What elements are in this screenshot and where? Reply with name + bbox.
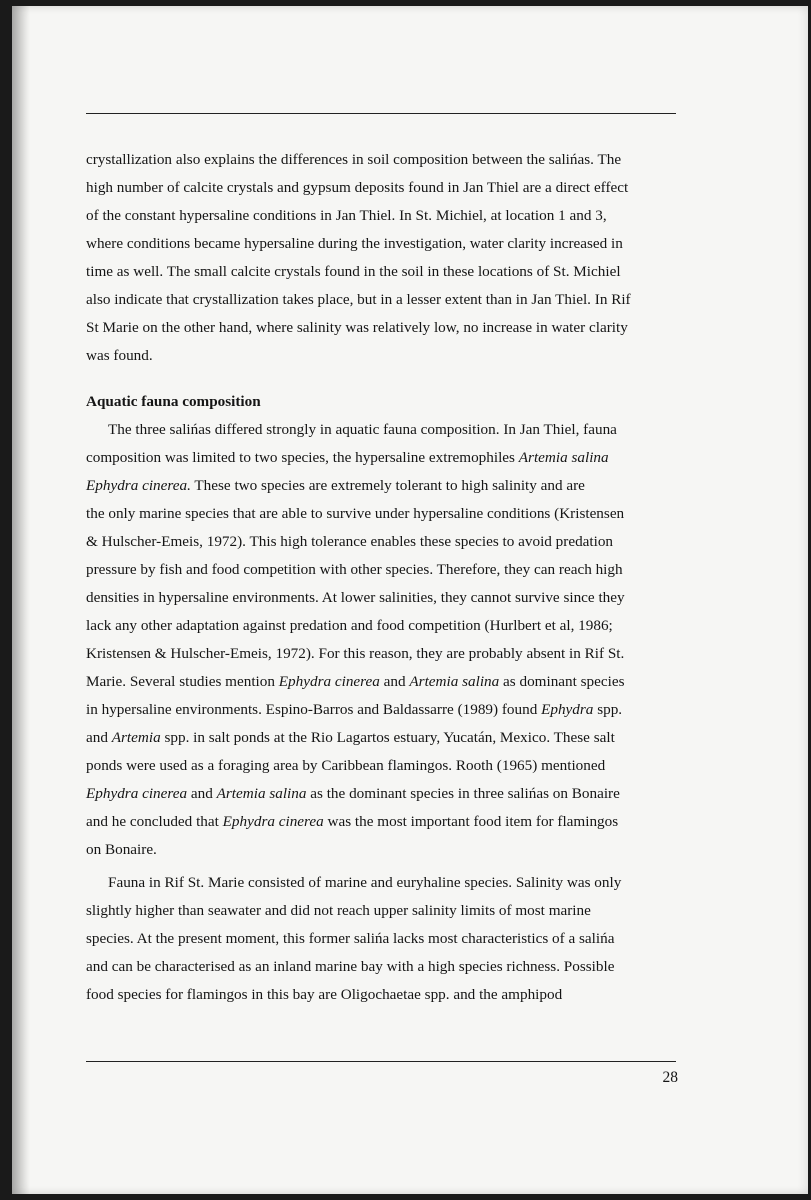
species-name: Ephydra xyxy=(541,701,594,718)
text-line: The three salińas differed strongly in aquatic fauna composition. In Jan Thiel, fauna xyxy=(108,421,617,438)
species-name: Artemia salina xyxy=(518,449,609,466)
text-line: Kristensen & Hulscher-Emeis, 1972). For this reason, they are probably absent in Rif St. xyxy=(86,645,625,662)
text-run: in hypersaline environments. Espino-Barros and Baldassarre (1989) found xyxy=(86,701,542,718)
footer-rule xyxy=(86,1061,676,1062)
species-name: Artemia salina xyxy=(216,785,307,802)
text-line: slightly higher than seawater and did not reach upper salinity limits of most marine xyxy=(86,902,591,919)
text-line xyxy=(86,444,678,472)
text-line: Fauna in Rif St. Marie consisted of marine and euryhaline species. Salinity was only xyxy=(108,874,622,891)
text-line: & Hulscher-Emeis, 1972). This high tolerance enables these species to avoid predation xyxy=(86,533,614,550)
text-line: time as well. The small calcite crystals found in the soil in these locations of St. Michiel xyxy=(86,263,621,280)
text-line: food species for flamingos in this bay are Oligochaetae spp. and the amphipod xyxy=(86,986,563,1003)
text-line: lack any other adaptation against predation and food competition (Hurlbert et al, 1986; xyxy=(86,617,613,634)
page-body xyxy=(86,146,678,1009)
text-line: on Bonaire. xyxy=(86,841,157,858)
text-line: of the constant hypersaline conditions in Jan Thiel. In St. Michiel, at location 1 and 3, xyxy=(86,207,607,224)
text-run: as dominant species xyxy=(499,673,625,690)
text-line xyxy=(86,668,678,696)
text-run: composition was limited to two species, the hypersaline extremophiles xyxy=(86,449,519,466)
binding-shadow xyxy=(12,6,30,1194)
text-run: as the dominant species in three salińas on Bonaire xyxy=(306,785,620,802)
text-line xyxy=(86,696,678,724)
species-name: Ephydra cinerea xyxy=(278,673,380,690)
text-line xyxy=(86,724,678,752)
species-name: Artemia salina xyxy=(409,673,500,690)
text-line: was found. xyxy=(86,347,153,364)
species-name: Artemia xyxy=(111,729,161,746)
text-run: and xyxy=(86,729,112,746)
text-line: and can be characterised as an inland marine bay with a high species richness. Possible xyxy=(86,958,615,975)
text-line: high number of calcite crystals and gypsum deposits found in Jan Thiel are a direct effect xyxy=(86,179,629,196)
text-run: and xyxy=(379,673,410,690)
text-run: Marie. Several studies mention xyxy=(86,673,279,690)
text-line xyxy=(86,472,678,500)
section-heading: Aquatic fauna composition xyxy=(86,393,261,410)
text-run: was the most important food item for flamingos xyxy=(323,813,619,830)
text-run: spp. in salt ponds at the Rio Lagartos estuary, Yucatán, Mexico. These salt xyxy=(160,729,615,746)
text-line: pressure by fish and food competition with other species. Therefore, they can reach high xyxy=(86,561,623,578)
header-rule xyxy=(86,113,676,114)
paragraph-crystallization xyxy=(86,146,678,370)
text-line: ponds were used as a foraging area by Caribbean flamingos. Rooth (1965) mentioned xyxy=(86,757,606,774)
paragraph-fauna-composition xyxy=(86,416,678,864)
paragraph-rif-st-marie xyxy=(86,869,678,1009)
text-run: and xyxy=(187,785,217,802)
text-line xyxy=(86,808,678,836)
text-run: and he concluded that xyxy=(86,813,223,830)
text-line: densities in hypersaline environments. At lower salinities, they cannot survive since they xyxy=(86,589,625,606)
text-run: spp. xyxy=(593,701,623,718)
text-line: St Marie on the other hand, where salinity was relatively low, no increase in water clarity xyxy=(86,319,628,336)
species-name: Ephydra cinerea. xyxy=(86,477,191,494)
page-number: 28 xyxy=(662,1069,678,1086)
text-line: crystallization also explains the differences in soil composition between the salińas. The xyxy=(86,151,622,168)
text-line: also indicate that crystallization takes place, but in a lesser extent than in Jan Thiel. In Rif xyxy=(86,291,631,308)
text-line: the only marine species that are able to survive under hypersaline conditions (Kristensen xyxy=(86,505,625,522)
text-run: These two species are extremely tolerant to high salinity and are xyxy=(190,477,585,494)
species-name: Ephydra cinerea xyxy=(86,785,188,802)
species-name: Ephydra cinerea xyxy=(222,813,324,830)
text-line: species. At the present moment, this former salińa lacks most characteristics of a salińa xyxy=(86,930,615,947)
text-line: where conditions became hypersaline during the investigation, water clarity increased in xyxy=(86,235,623,252)
text-line xyxy=(86,780,678,808)
